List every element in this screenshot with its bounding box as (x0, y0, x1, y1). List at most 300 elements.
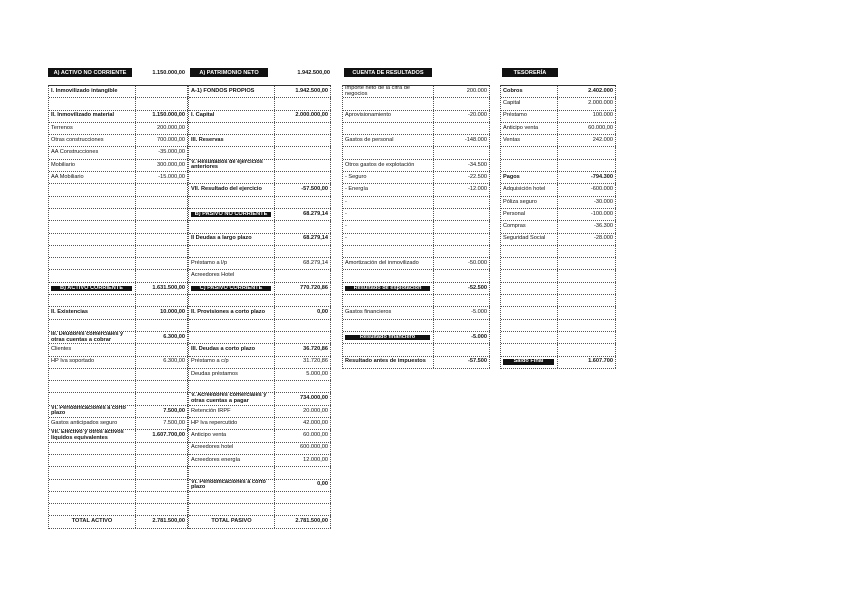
row-label (189, 381, 275, 392)
section-label: Saldo Final (503, 359, 554, 365)
table-row (49, 111, 188, 123)
row-value: 700.000,00 (136, 135, 188, 146)
row-label: - (343, 221, 434, 232)
row-value: -28.000 (558, 234, 616, 245)
row-value (136, 320, 188, 331)
row-value (275, 160, 331, 171)
row-value (275, 504, 331, 515)
row-label: I. Inmovilizado intangible (49, 86, 136, 97)
row-value: -57.500 (434, 357, 490, 368)
row-label (501, 270, 558, 281)
row-label (49, 381, 136, 392)
table-row (501, 357, 616, 369)
row-value (136, 393, 188, 404)
row-label: Mobiliario (49, 160, 136, 171)
section-label: C) PASIVO CORRIENTE (191, 286, 271, 292)
row-label (501, 160, 558, 171)
table-row (49, 443, 188, 455)
row-label: Gastos anticipados seguro (49, 418, 136, 429)
row-value: -5.000 (434, 307, 490, 318)
row-label: A-1) FONDOS PROPIOS (189, 86, 275, 97)
table-row (501, 320, 616, 332)
patrimonio-neto-total: 1.942.500,00 (297, 69, 330, 76)
cuenta-resultados-table (342, 85, 490, 369)
table-row (189, 307, 331, 319)
tesoreria-table (500, 85, 616, 369)
row-label: TOTAL ACTIVO (49, 516, 136, 527)
row-value (275, 467, 331, 478)
table-row (49, 86, 188, 98)
row-label (49, 295, 136, 306)
row-value (136, 344, 188, 355)
table-row (343, 86, 490, 98)
row-value (136, 221, 188, 232)
row-value: 770.720,86 (275, 283, 331, 294)
row-label: TOTAL PASIVO (189, 516, 275, 527)
row-label: Adquisición hotel (501, 184, 558, 195)
row-label: Gastos de personal (343, 135, 434, 146)
row-value: 60.000,00 (558, 123, 616, 134)
table-row (49, 123, 188, 135)
table-row (343, 307, 490, 319)
table-row (49, 467, 188, 479)
table-row (189, 504, 331, 516)
row-value: 200.000,00 (136, 123, 188, 134)
table-row (189, 295, 331, 307)
row-value: -794.300 (558, 172, 616, 183)
row-value: -34.500 (434, 160, 490, 171)
table-row (189, 516, 331, 528)
row-value: 0,00 (275, 480, 331, 491)
row-value (136, 381, 188, 392)
row-label: Capital (501, 98, 558, 109)
row-value: 600.000,00 (275, 443, 331, 454)
table-row (343, 258, 490, 270)
table-row (189, 406, 331, 418)
table-row (501, 270, 616, 282)
row-label (49, 393, 136, 404)
row-value (434, 246, 490, 257)
section-label: B) ACTIVO CORRIENTE (51, 286, 132, 292)
table-row (189, 393, 331, 405)
row-value (275, 320, 331, 331)
row-label: Acreedores hotel (189, 443, 275, 454)
row-value (136, 369, 188, 380)
row-value: -22.500 (434, 172, 490, 183)
row-label: AA Construcciones (49, 147, 136, 158)
row-value: 60.000,00 (275, 430, 331, 441)
table-row (343, 184, 490, 196)
row-value (275, 135, 331, 146)
row-value (136, 480, 188, 491)
row-value (136, 270, 188, 281)
row-label (189, 283, 275, 294)
row-label: VII. Resultado del ejercicio (189, 184, 275, 195)
row-value (136, 234, 188, 245)
table-row (49, 406, 188, 418)
table-row (501, 234, 616, 246)
table-row (49, 98, 188, 110)
table-row (501, 258, 616, 270)
table-row (501, 307, 616, 319)
row-label (501, 258, 558, 269)
table-row (343, 147, 490, 159)
table-row (343, 172, 490, 184)
row-label: Aprovisionamiento (343, 111, 434, 122)
row-value (136, 467, 188, 478)
table-row (189, 86, 331, 98)
row-label (501, 307, 558, 318)
table-row (49, 455, 188, 467)
row-value (558, 295, 616, 306)
row-label (343, 246, 434, 257)
activo-no-corriente-header: A) ACTIVO NO CORRIENTE (48, 68, 132, 77)
row-label (501, 147, 558, 158)
row-value (434, 344, 490, 355)
row-value: 1.942.500,00 (275, 86, 331, 97)
table-row (49, 172, 188, 184)
row-label (49, 221, 136, 232)
row-value: 1.607.700 (558, 357, 616, 368)
row-value (136, 197, 188, 208)
row-label: II Deudas a largo plazo (189, 234, 275, 245)
row-value: -57.500,00 (275, 184, 331, 195)
row-label (343, 98, 434, 109)
table-row (343, 234, 490, 246)
row-label (189, 147, 275, 158)
row-value: 2.781.500,00 (275, 516, 331, 527)
row-value: 36.720,86 (275, 344, 331, 355)
table-row (501, 135, 616, 147)
row-value: 7.500,00 (136, 418, 188, 429)
table-row (501, 295, 616, 307)
row-label (189, 221, 275, 232)
row-label (49, 258, 136, 269)
row-value (275, 295, 331, 306)
table-row (189, 320, 331, 332)
row-value: -15.000,00 (136, 172, 188, 183)
row-value (275, 197, 331, 208)
table-row (189, 270, 331, 282)
table-row (189, 332, 331, 344)
row-label (343, 123, 434, 134)
row-value: 68.279,14 (275, 209, 331, 220)
row-value (136, 504, 188, 515)
row-label (501, 295, 558, 306)
row-label: AA Mobiliario (49, 172, 136, 183)
row-label: Póliza seguro (501, 197, 558, 208)
row-label (49, 184, 136, 195)
row-label: V. Acreedores comerciales y otras cuentas a pagar (189, 393, 275, 404)
row-label (343, 283, 434, 294)
row-value: 0,00 (275, 307, 331, 318)
row-value: 12.000,00 (275, 455, 331, 466)
table-row (343, 320, 490, 332)
balance-activo-table (48, 85, 188, 529)
table-row (501, 197, 616, 209)
row-value: -12.000 (434, 184, 490, 195)
row-label (49, 443, 136, 454)
table-row (189, 197, 331, 209)
table-row (49, 270, 188, 282)
row-label (49, 504, 136, 515)
table-row (189, 418, 331, 430)
row-value: -600.000 (558, 184, 616, 195)
table-row (189, 480, 331, 492)
row-label: Préstamo a l/p (189, 258, 275, 269)
table-row (189, 443, 331, 455)
row-label (501, 320, 558, 331)
table-row (49, 504, 188, 516)
row-value (558, 258, 616, 269)
row-label (49, 455, 136, 466)
table-row (189, 135, 331, 147)
table-row (49, 209, 188, 221)
row-value (558, 160, 616, 171)
row-label: Terrenos (49, 123, 136, 134)
row-label (343, 332, 434, 343)
table-row (343, 98, 490, 110)
row-label: HP Iva soportado (49, 357, 136, 368)
row-label (189, 246, 275, 257)
row-label (49, 209, 136, 220)
row-label: II. Inmovilizado material (49, 111, 136, 122)
row-value (275, 147, 331, 158)
row-label (49, 283, 136, 294)
row-value (275, 221, 331, 232)
row-value (275, 172, 331, 183)
row-label (49, 492, 136, 503)
row-label (189, 98, 275, 109)
row-value (136, 443, 188, 454)
table-row (189, 492, 331, 504)
row-value (434, 221, 490, 232)
row-value (434, 209, 490, 220)
row-value: -148.000 (434, 135, 490, 146)
table-row (49, 283, 188, 295)
table-row (189, 98, 331, 110)
table-row (49, 307, 188, 319)
row-value: 31.720,86 (275, 357, 331, 368)
row-value (275, 123, 331, 134)
patrimonio-neto-header: A) PATRIMONIO NETO (190, 68, 268, 77)
table-row (189, 209, 331, 221)
table-row (49, 344, 188, 356)
row-label: - (343, 234, 434, 245)
row-value (275, 98, 331, 109)
row-value: 7.500,00 (136, 406, 188, 417)
row-label: Seguridad Social (501, 234, 558, 245)
row-value: 200.000 (434, 86, 490, 97)
row-label (49, 270, 136, 281)
table-row (501, 86, 616, 98)
row-label (189, 320, 275, 331)
row-value: -5.000 (434, 332, 490, 343)
row-value: -36.300 (558, 221, 616, 232)
row-label: Otros gastos de explotación (343, 160, 434, 171)
row-value (275, 270, 331, 281)
table-row (189, 234, 331, 246)
row-label (343, 295, 434, 306)
table-row (189, 221, 331, 233)
table-row (501, 172, 616, 184)
activo-no-corriente-total: 1.150.000,00 (152, 69, 185, 76)
row-label: HP Iva repercutido (189, 418, 275, 429)
row-label (343, 320, 434, 331)
section-label: Resultado de explotación (345, 286, 430, 292)
row-label: Compras (501, 221, 558, 232)
row-label (189, 492, 275, 503)
row-value: 734.000,00 (275, 393, 331, 404)
table-row (189, 467, 331, 479)
row-label: - Energía (343, 184, 434, 195)
row-label (49, 467, 136, 478)
row-label: Acreedores energía (189, 455, 275, 466)
row-label (49, 320, 136, 331)
row-value (275, 381, 331, 392)
row-value (558, 246, 616, 257)
row-value: 2.402.000 (558, 86, 616, 97)
row-value: 68.279,14 (275, 234, 331, 245)
table-row (49, 197, 188, 209)
table-row (189, 369, 331, 381)
table-row (343, 270, 490, 282)
row-label: II. Provisiones a corto plazo (189, 307, 275, 318)
row-label: Préstamo (501, 111, 558, 122)
table-row (49, 135, 188, 147)
row-label (343, 270, 434, 281)
row-value (136, 492, 188, 503)
table-row (343, 357, 490, 369)
row-label: Otras construcciones (49, 135, 136, 146)
table-row (343, 283, 490, 295)
row-label: Deudas préstamos (189, 369, 275, 380)
table-row (189, 381, 331, 393)
table-row (49, 492, 188, 504)
row-value (136, 455, 188, 466)
row-value (136, 295, 188, 306)
row-label: Gastos financieros (343, 307, 434, 318)
table-row (343, 246, 490, 258)
row-value (558, 307, 616, 318)
row-label: Resultado antes de impuestos (343, 357, 434, 368)
row-label (189, 123, 275, 134)
row-value: 2.000.000,00 (275, 111, 331, 122)
row-value (434, 123, 490, 134)
row-label (343, 147, 434, 158)
row-label: Acreedores Hotel (189, 270, 275, 281)
row-value: 300.000,00 (136, 160, 188, 171)
row-value: 2.000.000 (558, 98, 616, 109)
row-label: - (343, 209, 434, 220)
row-value: 2.781.500,00 (136, 516, 188, 527)
table-row (189, 147, 331, 159)
row-value (275, 246, 331, 257)
table-row (49, 332, 188, 344)
table-row (501, 332, 616, 344)
row-label: Cobros (501, 86, 558, 97)
row-value (434, 234, 490, 245)
row-label: Importe neto de la cifra de negocios (343, 86, 434, 97)
row-label (49, 234, 136, 245)
row-label: VI. Periodificaciones a corto plazo (49, 406, 136, 417)
row-value (434, 147, 490, 158)
table-row (501, 221, 616, 233)
table-row (189, 184, 331, 196)
row-value: 6.300,00 (136, 332, 188, 343)
row-label: II. Existencias (49, 307, 136, 318)
row-label: Retención IRPF (189, 406, 275, 417)
row-value (558, 320, 616, 331)
row-label: VI. Periodificaciones a corto plazo (189, 480, 275, 491)
table-row (49, 381, 188, 393)
table-row (501, 344, 616, 356)
table-row (49, 246, 188, 258)
row-label (189, 209, 275, 220)
table-row (189, 246, 331, 258)
row-label: Préstamo a c/p (189, 357, 275, 368)
row-label (189, 295, 275, 306)
table-row (189, 283, 331, 295)
row-value: 6.300,00 (136, 357, 188, 368)
table-row (189, 357, 331, 369)
row-value (136, 86, 188, 97)
row-label: Personal (501, 209, 558, 220)
row-label: Ventas (501, 135, 558, 146)
table-row (49, 258, 188, 270)
row-value (136, 98, 188, 109)
table-row (501, 160, 616, 172)
table-row (49, 516, 188, 528)
table-row (343, 123, 490, 135)
row-label: III. Deudas a corto plazo (189, 344, 275, 355)
balance-pasivo-table (188, 85, 331, 529)
row-label (49, 197, 136, 208)
row-value: 1.607.700,00 (136, 430, 188, 441)
row-label (343, 344, 434, 355)
table-row (49, 357, 188, 369)
table-row (501, 98, 616, 110)
table-row (49, 147, 188, 159)
table-row (343, 344, 490, 356)
row-label: V. Resultados de ejercicios anteriores (189, 160, 275, 171)
row-value (558, 147, 616, 158)
table-row (49, 221, 188, 233)
row-value (434, 320, 490, 331)
row-label: III. Deudores comerciales y otras cuentas a cobrar (49, 332, 136, 343)
row-label: III. Reservas (189, 135, 275, 146)
row-label (501, 357, 558, 368)
row-value: 10.000,00 (136, 307, 188, 318)
section-label: Resultado financiero (345, 335, 430, 341)
row-label (189, 504, 275, 515)
row-label (501, 246, 558, 257)
row-value: 1.150.000,00 (136, 111, 188, 122)
row-label: VII. Efectivo y otros activos líquidos equivalentes (49, 430, 136, 441)
table-row (343, 332, 490, 344)
table-row (343, 221, 490, 233)
table-row (49, 393, 188, 405)
row-label (49, 480, 136, 491)
row-value (558, 270, 616, 281)
row-value (136, 258, 188, 269)
row-label (49, 98, 136, 109)
section-label: B) PASIVO NO CORRIENTE (191, 212, 271, 218)
row-value: -30.000 (558, 197, 616, 208)
table-row (343, 135, 490, 147)
table-row (501, 111, 616, 123)
row-value (558, 332, 616, 343)
